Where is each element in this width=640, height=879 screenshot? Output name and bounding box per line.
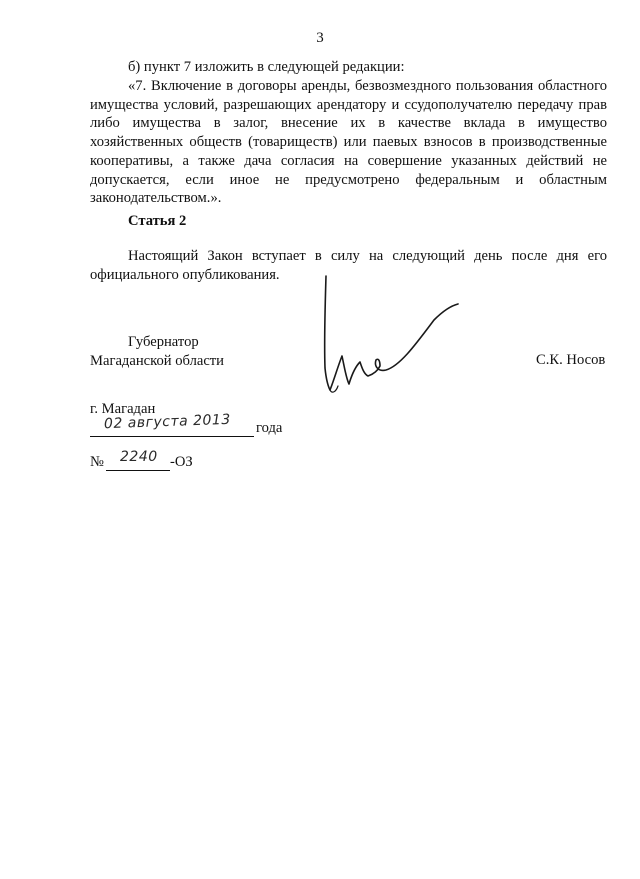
signatory-title xyxy=(90,333,224,371)
amendment-text: «7. Включение в договоры аренды, безвозмездного пользования областного имущества условий, разрешающих арендатору и ссудополучателю передачу прав либо имущества в залог, внесение их в качестве вклада в имущество хозяйственных обществ (товариществ) или паевых взносов в производственные кооперативы, а также дача согласия на совершение указанных действий не допускается, если иное не предусмотрено федеральным и областным законодательством.». xyxy=(90,78,607,207)
amendment-intro: б) пункт 7 изложить в следующей редакции: xyxy=(128,59,405,75)
place-of-signing: г. Магадан xyxy=(90,401,156,417)
signatory-name: С.К. Носов xyxy=(536,352,606,368)
number-sign: № xyxy=(90,454,104,470)
signatory-title-line2: Магаданской области xyxy=(90,353,224,369)
law-number-suffix: -ОЗ xyxy=(170,454,193,470)
article-heading: Статья 2 xyxy=(128,213,187,229)
page-number: 3 xyxy=(316,30,324,46)
handwritten-signature xyxy=(316,270,466,400)
signatory-title-line1: Губернатор xyxy=(128,334,199,350)
date-handwritten: 02 августа 2013 xyxy=(103,411,231,433)
date-suffix: года xyxy=(256,420,283,436)
law-number-handwritten: 2240 xyxy=(120,449,158,465)
effective-clause: Настоящий Закон вступает в силу на следующий день после дня его официального опубликования. xyxy=(90,248,607,283)
